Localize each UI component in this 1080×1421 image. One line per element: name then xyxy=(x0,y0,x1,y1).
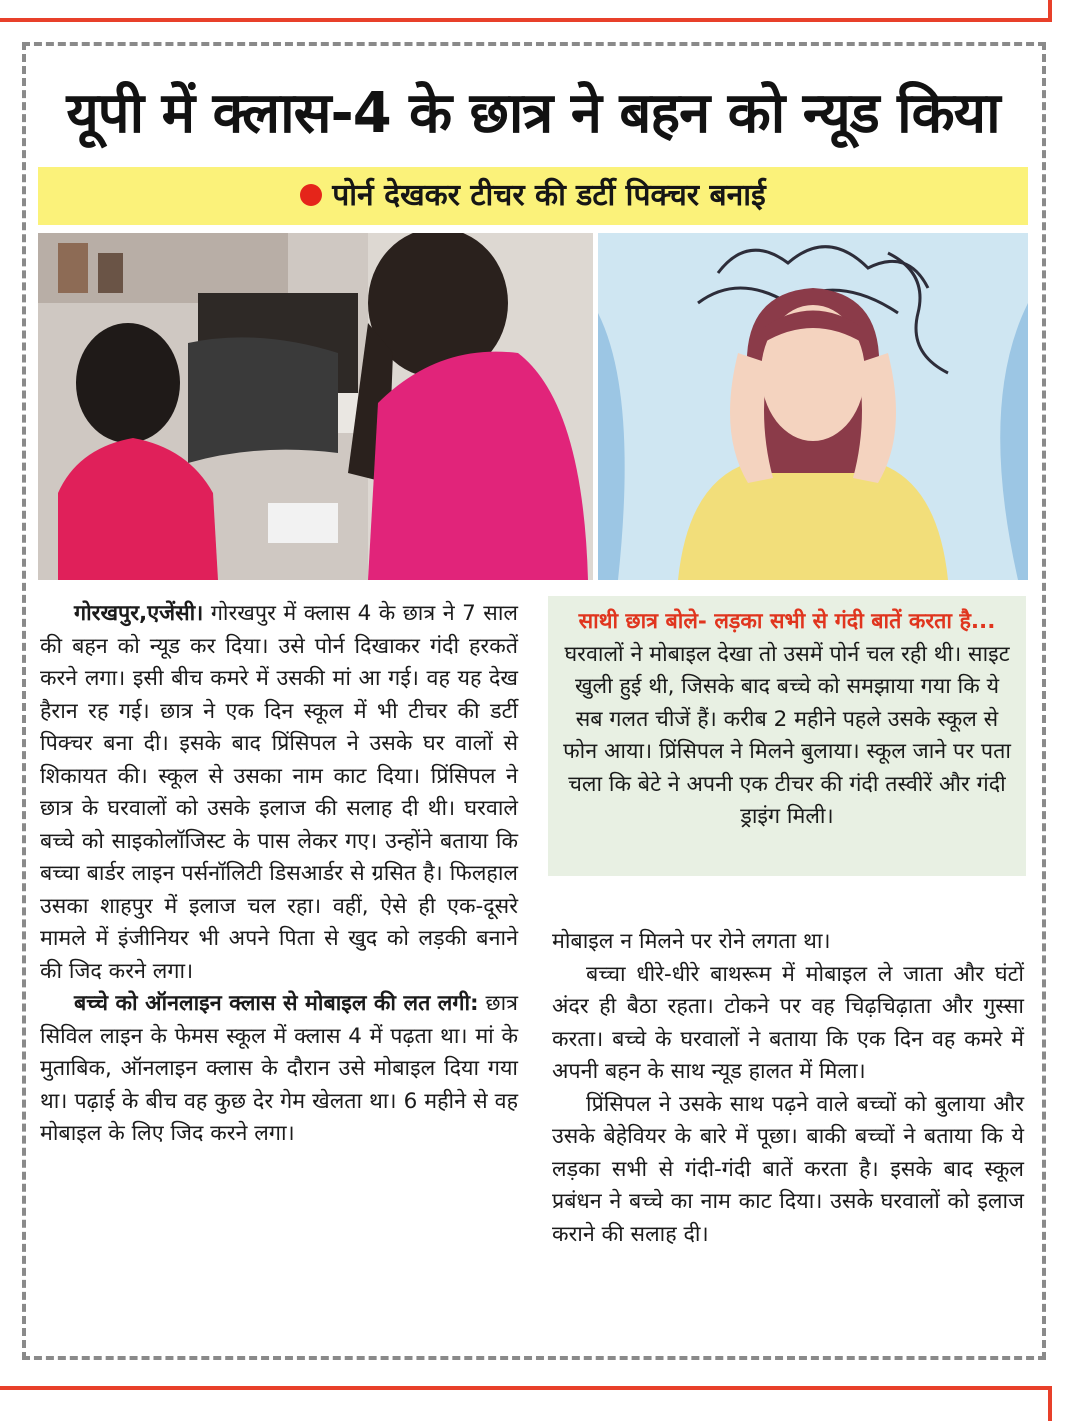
left-column xyxy=(40,598,518,1151)
photo-boy-and-mother xyxy=(38,233,593,580)
article-subheadline xyxy=(38,167,1028,225)
bottom-accent-corner xyxy=(1048,1386,1052,1421)
top-accent-corner xyxy=(1048,0,1052,22)
right-paragraph-2: बच्चा धीरे-धीरे बाथरूम में मोबाइल ले जाता और घंटों अंदर ही बैठा रहता। टोकने पर वह चिढ़चिढ़ाता और गुस्सा करता। बच्चे के घरवालों ने बताया कि एक दिन वह कमरे में अपनी बहन के साथ न्यूड हालत में मिला। xyxy=(552,961,1024,1084)
illustration-distressed-girl-art xyxy=(598,233,1028,580)
left-paragraph-1-text: गोरखपुर में क्लास 4 के छात्र ने 7 साल की बहन को न्यूड कर दिया। उसे पोर्न दिखाकर गंदी हरकतें करने लगा। इसी बीच कमरे में उसकी मां आ गई। वह यह देख हैरान रह गई। छात्र ने एक दिन स्कूल में भी टीचर की डर्टी पिक्चर बना दी। इसके बाद प्रिंसिपल ने उसके घर वालों से शिकायत की। स्कूल से उसका नाम काट दिया। प्रिंसिपल ने छात्र के घरवालों को उसके इलाज की सलाह दी थी। घरवाले बच्चे को साइकोलॉजिस्ट के पास लेकर गए। उन्होंने बताया कि बच्चा बार्डर लाइन पर्सनॉलिटी डिसआर्डर से ग्रसित है। फिलहाल उसका शाहपुर में इलाज चल रहा। वहीं, ऐसे ही एक-दूसरे मामले में इंजीनियर भी अपने पिता से खुद को लड़की बनाने की जिद करने लगा। xyxy=(40,601,518,984)
bottom-accent-rule xyxy=(0,1386,1052,1390)
highlight-text: घरवालों ने मोबाइल देखा तो उसमें पोर्न चल रही थी। साइट खुली हुई थी, जिसके बाद बच्चे को समझाया गया कि ये सब गलत चीजें हैं। करीब 2 महीने पहले उसके स्कूल से फोन आया। प्रिंसिपल ने मिलने बुलाया। स्कूल जाने पर पता चला कि बेटे ने अपनी एक टीचर की गंदी तस्वीरें और गंदी ड्राइंग मिली। xyxy=(563,641,1011,829)
left-paragraph-2-text: छात्र सिविल लाइन के फेमस स्कूल में क्लास 4 में पढ़ता था। मां के मुताबिक, ऑनलाइन क्लास के दौरान उसे मोबाइल दिया गया था। पढ़ाई के बीच वह कुछ देर गेम खेलता था। 6 महीने से वह मोबाइल के लिए जिद करने लगा। xyxy=(40,991,519,1146)
subheadline-text: पोर्न देखकर टीचर की डर्टी पिक्चर बनाई xyxy=(332,178,766,213)
highlight-heading: साथी छात्र बोले- लड़का सभी से गंदी बातें करता है... xyxy=(578,609,996,634)
right-paragraph-1: मोबाइल न मिलने पर रोने लगता था। xyxy=(552,929,831,954)
right-column xyxy=(552,926,1024,1251)
inline-subhead-mobile-addiction: बच्चे को ऑनलाइन क्लास से मोबाइल की लत लगी: xyxy=(74,991,479,1016)
top-accent-rule xyxy=(0,18,1052,22)
red-bullet-icon xyxy=(300,184,322,206)
highlight-box xyxy=(548,596,1026,876)
photo-boy-and-mother-art xyxy=(38,233,593,580)
illustration-distressed-girl xyxy=(598,233,1028,580)
dateline: गोरखपुर,एजेंसी। xyxy=(74,601,204,626)
article-headline: यूपी में क्लास-4 के छात्र ने बहन को न्यूड किया xyxy=(66,81,1000,146)
right-paragraph-3: प्रिंसिपल ने उसके साथ पढ़ने वाले बच्चों को बुलाया और उसके बेहेवियर के बारे में पूछा। बाकी बच्चों ने बताया कि ये लड़का सभी से गंदी-गंदी बातें करता है। इसके बाद स्कूल प्रबंधन ने बच्चे का नाम काट दिया। उसके घरवालों को इलाज कराने की सलाह दी। xyxy=(552,1091,1024,1247)
left-paragraph-1 xyxy=(40,598,518,988)
left-paragraph-2 xyxy=(40,988,518,1151)
